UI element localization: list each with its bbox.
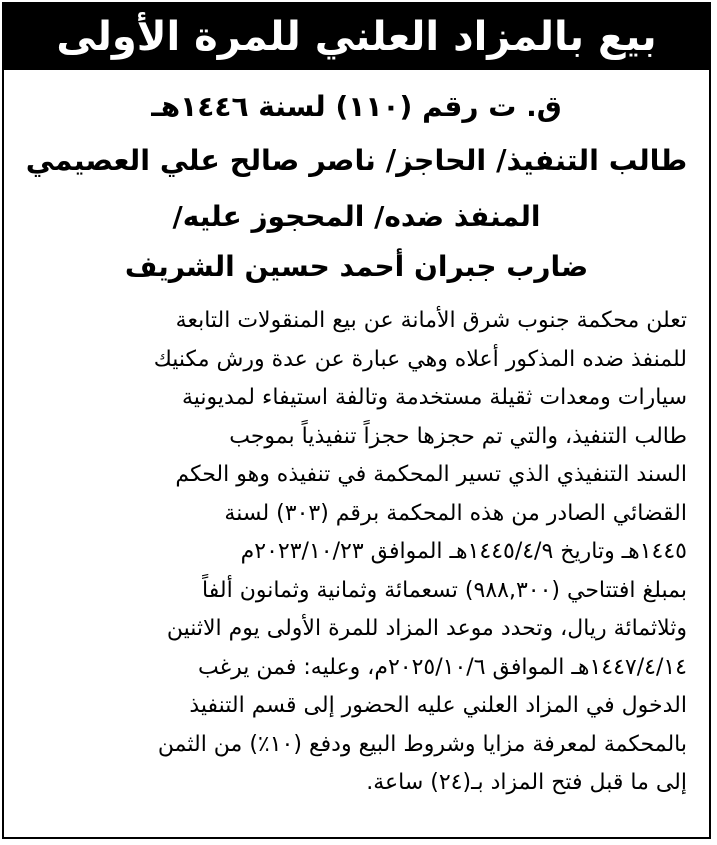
body-line: ١٤٤٧/٤/١٤هـ الموافق ٢٠٢٥/١٠/٦م، وعليه: فمن يرغب xyxy=(198,654,687,680)
header-bar xyxy=(4,4,709,70)
body-line: وثلاثمائة ريال، وتحدد موعد المزاد للمرة الأولى يوم الاثنين xyxy=(166,616,687,641)
body-line: السند التنفيذي الذي تسير المحكمة في تنفيذه وهو الحكم xyxy=(175,462,687,487)
body-line: طالب التنفيذ، والتي تم حجزها حجزاً تنفيذياً بموجب xyxy=(229,423,687,449)
case-number-line: ق. ت رقم (١١٠) لسنة ١٤٤٦هـ xyxy=(151,90,562,123)
announcement-frame xyxy=(2,2,711,839)
body-line: تعلن محكمة جنوب شرق الأمانة عن بيع المنقولات التابعة xyxy=(175,308,687,333)
body-line: بالمحكمة لمعرفة مزايا وشروط البيع ودفع (١٠٪) من الثمن xyxy=(157,731,687,757)
respondent-name: ضارب جبران أحمد حسين الشريف xyxy=(124,250,589,283)
respondent-label: المنفذ ضده/ المحجوز عليه/ xyxy=(172,200,541,233)
body-line: ١٤٤٥هـ وتاريخ ١٤٤٥/٤/٩هـ الموافق ٢٠٢٣/١٠/٢٣م xyxy=(240,539,687,564)
body-line: للمنفذ ضده المذكور أعلاه وهي عبارة عن عدة ورش مكنيك xyxy=(153,346,687,372)
announcement-title: بيع بالمزاد العلني للمرة الأولى xyxy=(56,14,657,60)
body-line: بمبلغ افتتاحي (٩٨٨,٣٠٠) تسعمائة وثمانية وثمانون ألفاً xyxy=(202,577,687,603)
body-line: الدخول في المزاد العلني عليه الحضور إلى قسم التنفيذ xyxy=(189,693,687,718)
applicant-line: طالب التنفيذ/ الحاجز/ ناصر صالح علي العصيمي xyxy=(25,144,688,177)
announcement-body xyxy=(17,302,687,803)
body-line: إلى ما قبل فتح المزاد بـ(٢٤) ساعة. xyxy=(366,770,687,795)
body-line: القضائي الصادر من هذه المحكمة برقم (٣٠٣) لسنة xyxy=(224,500,687,526)
body-line: سيارات ومعدات ثقيلة مستخدمة وتالفة استيفاء لمديونية xyxy=(181,385,687,410)
